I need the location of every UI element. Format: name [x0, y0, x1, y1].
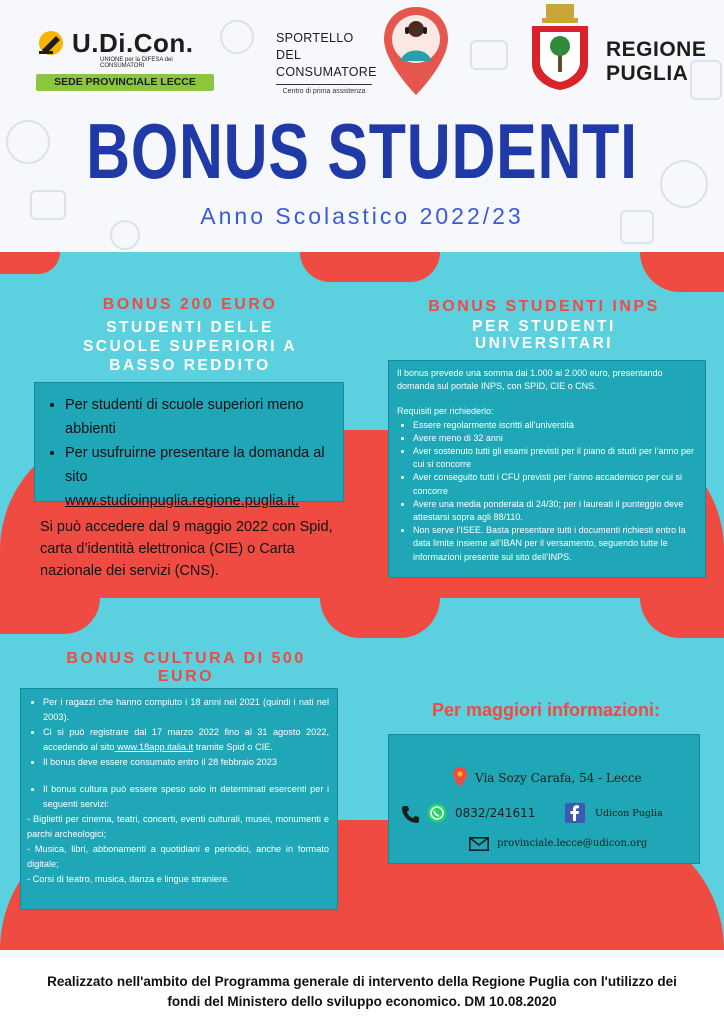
cultura-service-line: - Corsi di teatro, musica, danza e lingue straniere. — [27, 874, 230, 884]
consumer-desk-pin-icon — [381, 5, 451, 97]
bonus200-bullet-2: Per usufruirne presentare la domanda al sito — [65, 445, 325, 485]
contacts-heading: Per maggiori informazioni: — [431, 700, 661, 720]
footer-line-1: Realizzato nell'ambito del Programma generale di intervento della Regione Puglia con l'utilizzo dei — [47, 974, 677, 989]
regione-name — [606, 38, 706, 86]
red-accent — [300, 252, 440, 282]
bonus200-title: BONUS 200 EURO — [102, 296, 278, 313]
inps-title: BONUS STUDENTI INPS — [428, 298, 660, 315]
udicon-logo — [36, 28, 216, 90]
bonus200-list — [35, 383, 343, 513]
list-item: • Il bonus deve essere consumato entro il 28 febbraio 2023 — [43, 755, 329, 770]
regione-coat-of-arms-icon — [528, 0, 592, 92]
udicon-sede-badge: SEDE PROVINCIALE LECCE — [36, 74, 214, 91]
list-item: • Avere meno di 32 anni — [413, 432, 697, 445]
bonus200-paragraph: Si può accedere dal 9 maggio 2022 con Spid, carta d’identità elettronica (CIE) o Carta nazionale dei servizi (CNS). — [40, 519, 333, 579]
regione-line-2: PUGLIA — [606, 62, 689, 85]
contact-phone: 0832/241611 — [455, 806, 536, 820]
cultura-title — [30, 650, 342, 686]
udicon-name: U.Di.Con. — [72, 28, 194, 58]
whatsapp-icon — [427, 803, 447, 823]
location-pin-icon — [453, 767, 467, 787]
email-icon — [469, 837, 489, 851]
inps-subtitle-line: UNIVERSITARI — [474, 335, 614, 352]
list-item: • Per i ragazzi che hanno compiuto i 18 anni nel 2021 (quindi i nati nel 2003). — [43, 695, 329, 725]
background-doodle — [220, 20, 254, 54]
cultura-title-line: EURO — [157, 668, 215, 685]
studioinpuglia-link[interactable]: www.studioinpuglia.regione.puglia.it. — [65, 493, 299, 509]
cultura-title-line: BONUS CULTURA DI 500 — [66, 650, 306, 667]
sportello-divider — [276, 84, 372, 85]
inps-box — [388, 360, 706, 578]
contact-address: Via Sozy Carafa, 54 - Lecce — [475, 771, 642, 785]
cultura-service-line: - Biglietti per cinema, teatri, concerti, eventi culturali, musei, monumenti e parchi archeologici; — [27, 814, 329, 839]
phone-icon — [401, 805, 419, 823]
regione-line-1: REGIONE — [606, 38, 707, 61]
sportello-line-3: Centro di prima assistenza — [282, 88, 366, 95]
scales-logo-icon — [36, 30, 66, 56]
bonus200-bullet-1: Per studenti di scuole superiori meno abbienti — [65, 397, 304, 437]
list-item — [43, 725, 329, 755]
page-title: BONUS STUDENTI — [86, 107, 638, 195]
clock-doodle-icon — [660, 160, 708, 208]
cultura-item-2-text: tramite Spid o CIE. — [193, 742, 273, 752]
inps-subtitle-line: PER STUDENTI — [472, 318, 616, 335]
facebook-icon — [565, 803, 585, 823]
cultura-list — [27, 695, 329, 770]
sportello-line-2: CONSUMATORE — [276, 65, 377, 79]
inps-intro: Il bonus prevede una somma dai 1.000 ai 2.000 euro, presentando domanda sul portale INPS, con SPID, CIE o CNS. — [397, 368, 663, 392]
list-item: • Non serve l’ISEE. Basta presentare tutti i documenti richiesti entro la data limite insieme all’IBAN per il versamento, seguendo tutte le informazioni presente sul sito dell’INPS. — [413, 524, 697, 564]
udicon-tagline: UNIONE per la DIFESA dei CONSUMATORI — [100, 57, 173, 69]
inps-subtitle — [384, 318, 704, 352]
bonus200-subtitle-line: SCUOLE SUPERIORI A — [82, 338, 298, 355]
list-item — [65, 393, 335, 441]
list-item — [65, 441, 335, 513]
spacer — [27, 770, 329, 782]
bonus200-box — [34, 382, 344, 509]
bonus200-subtitle-line: STUDENTI DELLE — [106, 319, 274, 336]
list-item: • Essere regolarmente iscritti all’università — [413, 419, 697, 432]
list-item: • Aver sostenuto tutti gli esami previsti per il piano di studi per l’anno per cui si concorre — [413, 445, 697, 471]
footer-credit — [0, 958, 724, 1024]
inps-requirements-list — [397, 419, 697, 564]
page-subtitle: Anno Scolastico 2022/23 — [200, 203, 524, 229]
contact-email[interactable]: provinciale.lecce@udicon.org — [497, 838, 648, 849]
bonus200-subtitle-line: BASSO REDDITO — [109, 357, 271, 374]
cultura-item-2-text: Ci si può registrare dal 17 marzo 2022 fino al 31 agosto 2022, accedendo al sito — [43, 727, 329, 752]
inps-requisiti-label: Requisiti per richiederlo: — [397, 406, 494, 417]
sportello-logo-text — [276, 30, 376, 95]
cultura-service-line: - Musica, libri, abbonamenti a quotidiani e periodici, anche in formato digitale; — [27, 844, 329, 869]
bonus200-subtitle — [40, 318, 340, 375]
list-item: • Avere una media ponderata di 24/30; per i laureati il punteggio deve attestarsi sopra agli 88/110. — [413, 498, 697, 524]
contact-facebook[interactable]: Udicon Puglia — [595, 808, 663, 819]
background-doodle — [6, 120, 50, 164]
cultura-box — [20, 688, 338, 910]
sportello-line-1: SPORTELLO DEL — [276, 31, 354, 62]
spacer — [397, 393, 697, 405]
cultura-list-2 — [27, 782, 329, 812]
18app-link[interactable]: www.18app.italia.it — [114, 742, 194, 752]
footer-line-2: fondi del Ministero dello sviluppo economico. DM 10.08.2020 — [167, 994, 557, 1009]
regione-puglia-logo — [528, 0, 708, 92]
contacts-box — [388, 734, 700, 864]
background-doodle — [470, 40, 508, 70]
list-item: • Il bonus cultura può essere speso solo in determinati esercenti per i seguenti servizi: — [43, 782, 329, 812]
list-item: • Aver conseguito tutti i CFU previsti per l’anno accademico per cui si concorre — [413, 471, 697, 497]
